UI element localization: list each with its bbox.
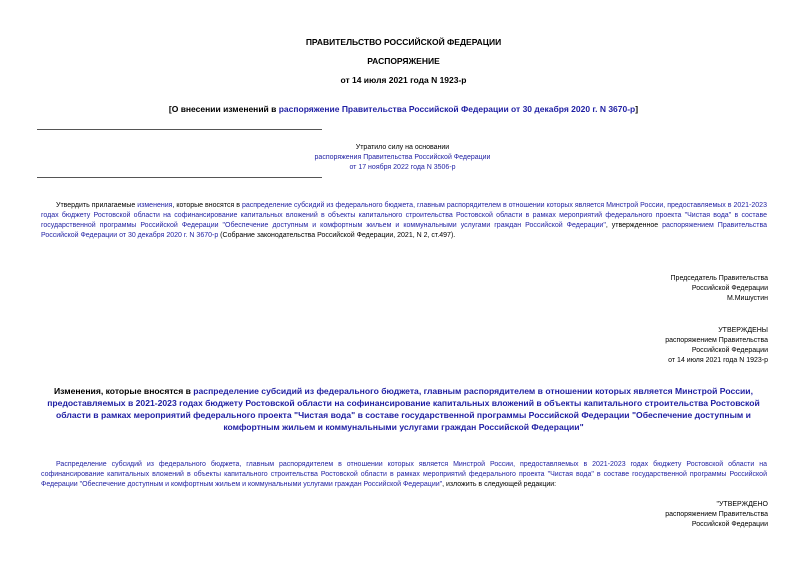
approved2-block [520, 500, 768, 530]
p1-link-changes[interactable]: изменения [137, 202, 173, 209]
signature-block [520, 274, 768, 304]
signature-line1: Председатель Правительства [670, 275, 768, 282]
title-close: ] [635, 104, 639, 114]
changes-paragraph [41, 460, 767, 490]
p1-link-distribution[interactable]: распределение субсидий из федерального бюджета, главным распорядителем в отношении которых является Минстрой России, предоставляемых в 2021-2023 годах бюджету Ростовской области на софинансирование капитальных вложений в объекты капитального строительства Ростовской области в рамках мероприятий федерального проекта "Чистая вода" в составе государственной программы Российской Федерации "Обеспечение доступным и комфортным жильем и коммунальными услугами граждан Российской Федерации" [41, 202, 767, 229]
status-note-link-date[interactable]: от 17 ноября 2022 года N 3506-р [349, 164, 456, 171]
divider-top [37, 129, 322, 130]
approved2-line3: Российской Федерации [691, 521, 768, 528]
signature-line2: Российской Федерации [691, 285, 768, 292]
changes-paragraph-link[interactable]: Распределение субсидий из федерального бюджета, главным распорядителем в отношении которых является Минстрой России, предоставляемых в 2021-2023 годах бюджету Ростовской области на софинансирование капитальных вложений в объекты капитального строительства Ростовской области в рамках мероприятий федерального проекта "Чистая вода" в составе государственной программы Российской Федерации "Обеспечение доступным и комфортным жильем и коммунальными услугами граждан Российской Федерации" [41, 461, 767, 488]
doc-type-heading: РАСПОРЯЖЕНИЕ [367, 56, 440, 66]
approval-paragraph [41, 201, 767, 241]
divider-bottom [37, 177, 322, 178]
doc-title [0, 104, 807, 115]
approved-line3: Российской Федерации [691, 347, 768, 354]
status-note-line1: Утратило силу на основании [355, 144, 450, 151]
status-note [230, 143, 575, 173]
authority-heading: ПРАВИТЕЛЬСТВО РОССИЙСКОЙ ФЕДЕРАЦИИ [305, 37, 502, 47]
p1-text-b: , которые вносятся в [172, 202, 242, 209]
title-open: [О внесении изменений в [168, 104, 279, 114]
signature-line3: М.Мишустин [726, 295, 768, 302]
title-link-amended-order[interactable]: распоряжение Правительства Российской Федерации от 30 декабря 2020 г. N 3670-р [278, 104, 636, 114]
approved2-line1: "УТВЕРЖДЕНО [716, 501, 768, 508]
changes-heading-link[interactable]: распределение субсидий из федерального бюджета, главным распорядителем в отношении которых является Минстрой России, предоставляемых в 2021-2023 годах бюджету Ростовской области на софинансирование капитальных вложений в объекты капитального строительства Ростовской области в рамках мероприятий федерального проекта "Чистая вода" в составе государственной программы Российской Федерации "Обеспечение доступным и комфортным жильем и коммунальными услугами граждан Российской Федерации" [47, 386, 760, 432]
approved-line1: УТВЕРЖДЕНЫ [718, 327, 768, 334]
p1-text-c: , утвержденное [605, 222, 663, 229]
changes-paragraph-tail: , изложить в следующей редакции: [442, 481, 557, 488]
p1-text-d: (Собрание законодательства Российской Федерации, 2021, N 2, ст.497). [218, 232, 456, 239]
doc-date-number: от 14 июля 2021 года N 1923-р [340, 75, 467, 85]
changes-heading [36, 385, 771, 433]
status-note-link-repealing-order[interactable]: распоряжения Правительства Российской Федерации [314, 154, 491, 161]
p1-link-order[interactable]: распоряжением Правительства Российской Федерации от 30 декабря 2020 г. N 3670-р [41, 222, 767, 239]
p1-text-a: Утвердить прилагаемые [56, 202, 138, 209]
approved-line2: распоряжением Правительства [665, 337, 768, 344]
approved-line4: от 14 июля 2021 года N 1923-р [668, 357, 768, 364]
changes-heading-text: Изменения, которые вносятся в [54, 386, 194, 396]
approved2-line2: распоряжением Правительства [665, 511, 768, 518]
approved-block [520, 326, 768, 366]
